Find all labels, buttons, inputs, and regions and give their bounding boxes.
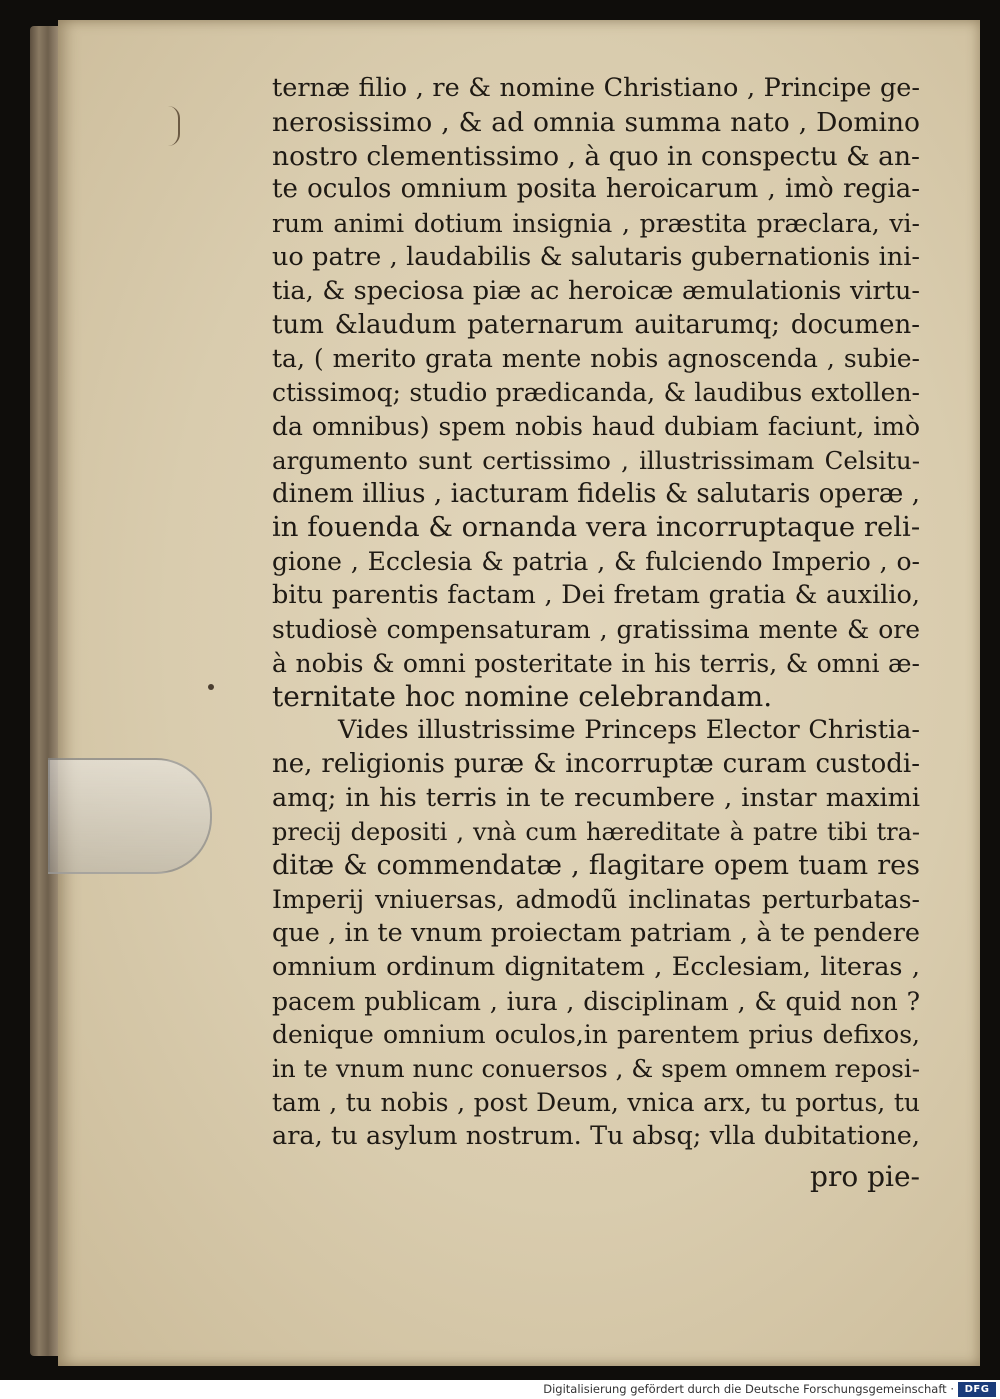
page-clip xyxy=(48,758,212,874)
text-line: in fouenda & ornanda vera incorruptaque reli- xyxy=(272,511,921,544)
text-line: ditæ & commendatæ , flagitare opem tuam res xyxy=(272,850,920,882)
paragraph-start-line: Vides illustrissime Princeps Elector Christia- xyxy=(338,715,920,746)
book-edge xyxy=(30,26,60,1356)
text-line: dinem illius , iacturam fidelis & salutaris operæ , xyxy=(272,478,920,509)
dfg-logo: DFG xyxy=(958,1382,996,1397)
text-line: ternæ filio , re & nomine Christiano , Principe ge- xyxy=(272,73,920,103)
funding-credit: Digitalisierung gefördert durch die Deutsche Forschungsgemeinschaft · xyxy=(543,1382,954,1396)
text-line: à nobis & omni posteritate in his terris, & omni æ- xyxy=(272,648,920,678)
text-line: tia, & speciosa piæ ac heroicæ æmulationis virtu- xyxy=(272,275,920,306)
text-line: tam , tu nobis , post Deum, vnica arx, tu portus, tu xyxy=(272,1087,920,1117)
text-line: ta, ( merito grata mente nobis agnoscenda , subie- xyxy=(272,344,920,374)
catchword: pro pie- xyxy=(810,1160,920,1193)
text-line: omnium ordinum dignitatem , Ecclesiam, literas , xyxy=(272,951,920,982)
text-line: gione , Ecclesia & patria , & fulciendo Imperio , o- xyxy=(272,547,920,577)
text-line: pacem publicam , iura , disciplinam , & quid non ? xyxy=(272,986,920,1016)
text-line: te oculos omnium posita heroicarum , imò regia- xyxy=(272,174,920,205)
text-line: nerosissimo , & ad omnia summa nato , Domino xyxy=(272,106,920,138)
text-line: studiosè compensaturam , gratissima mente & ore xyxy=(272,614,920,644)
text-line: argumento sunt certissimo , illustrissimam Celsitu- xyxy=(272,445,920,475)
text-line: bitu parentis factam , Dei fretam gratia & auxilio, xyxy=(272,579,920,610)
text-line: amq; in his terris in te recumbere , instar maximi xyxy=(272,782,920,813)
text-line: ctissimoq; studio prædicanda, & laudibus extollen- xyxy=(272,378,920,408)
ink-dot xyxy=(208,684,214,690)
text-line: nostro clementissimo , à quo in conspectu & an- xyxy=(272,140,920,172)
text-line: rum animi dotium insignia , præstita præclara, vi- xyxy=(272,209,920,239)
paragraph-end-line: ternitate hoc nomine celebrandam. xyxy=(272,680,773,714)
text-line: ara, tu asylum nostrum. Tu absq; vlla dubitatione, xyxy=(272,1120,920,1151)
page-text xyxy=(272,72,920,1154)
margin-mark xyxy=(168,106,180,146)
text-line: que , in te vnum proiectam patriam , à te pendere xyxy=(272,917,920,948)
footer-bar xyxy=(0,1380,1000,1399)
text-line: ne, religionis puræ & incorruptæ curam custodi- xyxy=(272,748,920,779)
text-line: uo patre , laudabilis & salutaris gubernationis ini- xyxy=(272,241,920,272)
text-line: in te vnum nunc conuersos , & spem omnem reposi- xyxy=(272,1054,920,1084)
text-line: Imperij vniuersas, admodũ inclinatas perturbatas- xyxy=(272,885,920,915)
text-line: tum &laudum paternarum auitarumq; documen- xyxy=(272,309,920,340)
text-line: denique omnium oculos,in parentem prius defixos, xyxy=(272,1020,920,1050)
text-line: da omnibus) spem nobis haud dubiam faciunt, imò xyxy=(272,411,920,441)
text-line: precij depositi , vnà cum hæreditate à patre tibi tra- xyxy=(272,817,920,846)
